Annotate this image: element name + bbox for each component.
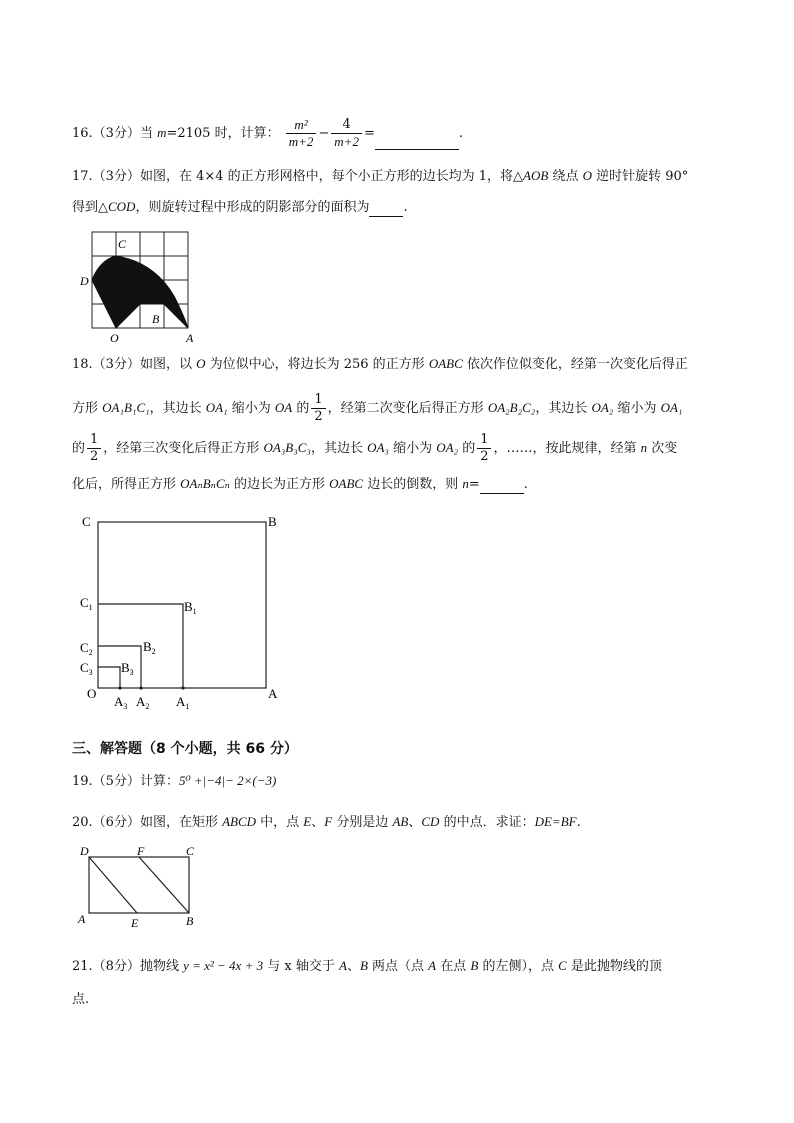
label-o: O [87, 686, 97, 701]
half-fraction-3: $\frac{1}{2}$ [477, 432, 491, 465]
label-d: D [80, 844, 89, 858]
figure-17-grid [74, 226, 198, 346]
label-b: B [152, 312, 160, 326]
label-b1: $B_1$ [184, 599, 197, 616]
label-b2: $B_2$ [143, 639, 156, 656]
label-b: B [268, 514, 277, 529]
half-fraction-2: $\frac{1}{2}$ [87, 432, 101, 465]
label-c2: $C_2$ [80, 640, 93, 657]
label-c3: $C_3$ [80, 660, 93, 677]
question-18-line-1: 18.（3分）如图，以 O 为位似中心，将边长为 256 的正方形 OABC 依次作位似变化，经第一次变化后得正 [72, 356, 688, 372]
q16-fraction-1: $\frac{\text{m²}}{m+2}$ [286, 117, 317, 150]
q16-prefix: 16.（3分）当 [72, 126, 158, 141]
question-21-line-2: 点. [72, 992, 90, 1007]
q19-expression: 5⁰ +|−4|− 2×(−3) [178, 773, 277, 788]
label-a2: $A_2$ [136, 694, 150, 711]
label-c1: $C_1$ [80, 595, 93, 612]
label-c: C [118, 237, 127, 251]
rectangle-abcd [89, 857, 189, 913]
fig18-labels [80, 514, 278, 711]
label-a3: $A_3$ [114, 694, 128, 711]
q16-fraction-2: $\frac{4}{m+2}$ [331, 117, 362, 150]
q16-equals: = [363, 126, 375, 141]
question-17-line-2: 得到△COD，则旋转过程中形成的阴影部分的面积为 . [72, 199, 408, 215]
label-a: A [78, 912, 86, 926]
label-o: O [110, 331, 119, 345]
section-3-heading: 三、解答题（8 个小题，共 66 分） [72, 741, 298, 757]
q21-equation: y = x² − 4x + 3 [183, 958, 264, 973]
label-a1: $A_1$ [176, 694, 190, 711]
question-18-line-2: 方形 OA₁B₁C₁，其边长 OA₁ 缩小为 OA 的 $\frac{1}{2}$ ，经第二次变化后得正方形 OA₂B₂C₂，其边长 OA₂ 缩小为 OA₁ [72, 392, 683, 424]
label-a: A [186, 331, 194, 345]
label-c: C [82, 514, 91, 529]
figure-20-rectangle [76, 843, 202, 931]
q16-condition: =2105 时，计算： [166, 126, 280, 141]
label-c: C [186, 844, 195, 858]
label-f: F [137, 844, 145, 858]
label-a: A [268, 686, 278, 701]
label-e: E [131, 916, 139, 930]
question-18-line-3: 的 $\frac{1}{2}$ ，经第三次变化后得正方形 OA₃B₃C₃，其边长 OA₃ 缩小为 OA₂ 的 $\frac{1}{2}$ ，……，按此规律，经第 n 次变 [72, 432, 678, 464]
q18-answer-blank[interactable] [480, 479, 524, 494]
question-21-line-1: 21.（8分）抛物线 y = x² − 4x + 3 与 x 轴交于 A、B 两点（点 A 在点 B 的左侧），点 C 是此抛物线的顶 [72, 958, 662, 974]
label-b: B [186, 914, 194, 928]
q16-var-m: m [157, 125, 167, 140]
figure-18-squares [76, 510, 296, 715]
question-19: 19.（5分）计算：5⁰ +|−4|− 2×(−3) [72, 773, 277, 789]
q16-answer-blank[interactable] [375, 135, 459, 150]
question-18-line-4: 化后，所得正方形 OAₙBₙCₙ 的边长为正方形 OABC 边长的倒数，则 n= . [72, 476, 528, 492]
label-d: D [80, 274, 89, 288]
half-fraction-1: $\frac{1}{2}$ [311, 392, 325, 425]
question-16: 16.（3分）当 m=2105 时，计算： $\frac{\text{m²}}{m+2}$ − $\frac{4}{m+2}$ = . [72, 117, 464, 149]
q17-answer-blank[interactable] [369, 202, 403, 217]
question-20: 20.（6分）如图，在矩形 ABCD 中，点 E、F 分别是边 AB、CD 的中点．求证：DE=BF. [72, 814, 581, 830]
question-17-line-1: 17.（3分）如图，在 4×4 的正方形网格中，每个小正方形的边长均为 1，将△AOB 绕点 O 逆时针旋转 90° [72, 168, 689, 184]
label-b3: $B_3$ [121, 660, 134, 677]
q16-minus: − [318, 126, 330, 141]
